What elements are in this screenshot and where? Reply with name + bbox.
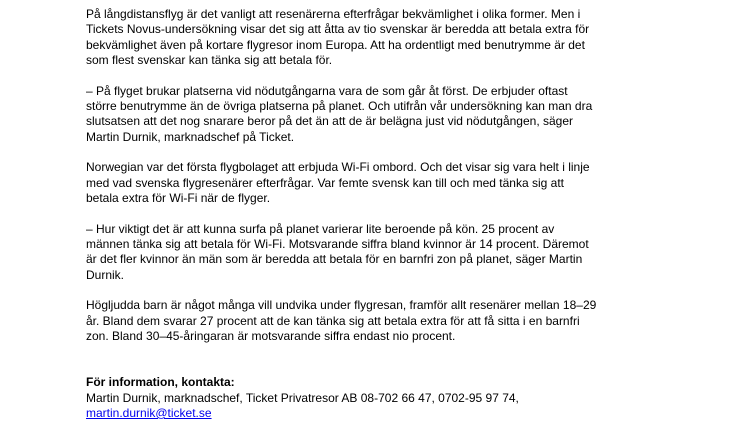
text-line: – På flyget brukar platserna vid nödutgångarna vara de som går åt först. De erbjuder oftast — [86, 83, 568, 98]
text-line: Högljudda barn är något många vill undvika under flygresan, framför allt resenärer mellan 18–29 — [86, 298, 597, 313]
paragraph-gender-quote — [86, 222, 686, 283]
text-line: som flest svenskar kan tänka sig att betala för. — [86, 52, 333, 67]
contact-section — [86, 375, 686, 421]
document-body — [86, 7, 686, 421]
contact-email-link[interactable]: martin.durnik@ticket.se — [86, 405, 212, 420]
text-line: betala extra för Wi-Fi när de flyger. — [86, 190, 271, 205]
text-line: Martin Durnik, marknadschef på Ticket. — [86, 129, 295, 144]
text-line: Durnik. — [86, 267, 125, 282]
paragraph-wifi — [86, 160, 686, 206]
paragraph-comfort — [86, 7, 686, 68]
text-line: är det fler kvinnor än män som är beredda att betala för en barnfri zon på planet, säger Martin — [86, 252, 583, 267]
text-line: större benutrymme än de övriga platserna på planet. Och utifrån vår undersökning kan man dra — [86, 98, 593, 113]
text-line: Norwegian var det första flygbolaget att erbjuda Wi-Fi ombord. Och det visar sig vara helt i linje — [86, 160, 590, 175]
text-line: På långdistansflyg är det vanligt att resenärerna efterfrågar bekvämlighet i olika former. Men i — [86, 7, 581, 21]
text-line: slutsatsen att det nog snarare beror på det än att de är belägna just vid nödutgången, säger — [86, 114, 574, 129]
text-line: bekvämlighet även på kortare flygresor inom Europa. Att ha ordentligt med benutrymme är det — [86, 37, 585, 52]
text-line: år. Bland dem svarar 27 procent att de kan tänka sig att betala extra för att få sitta i en barnfri — [86, 313, 580, 328]
contact-details: Martin Durnik, marknadschef, Ticket Privatresor AB 08-702 66 47, 0702-95 97 74, — [86, 390, 519, 405]
text-line: med vad svenska flygresenärer efterfrågar. Var femte svensk kan till och med tänka sig att — [86, 175, 565, 190]
contact-heading: För information, kontakta: — [86, 375, 235, 390]
text-line: männen tänka sig att betala för Wi-Fi. Motsvarande siffra bland kvinnor är 14 procent. Däremot — [86, 237, 589, 252]
paragraph-emergency-exit-quote — [86, 84, 686, 145]
text-line: – Hur viktigt det är att kunna surfa på planet varierar lite beroende på kön. 25 procent av — [86, 221, 555, 236]
spacer — [86, 360, 686, 376]
text-line: zon. Bland 30–45-åringaran är motsvarande siffra endast nio procent. — [86, 329, 456, 344]
paragraph-child-free-zone — [86, 298, 686, 344]
text-line: Tickets Novus-undersökning visar det sig att åtta av tio svenskar är beredda att betala extra för — [86, 22, 590, 37]
